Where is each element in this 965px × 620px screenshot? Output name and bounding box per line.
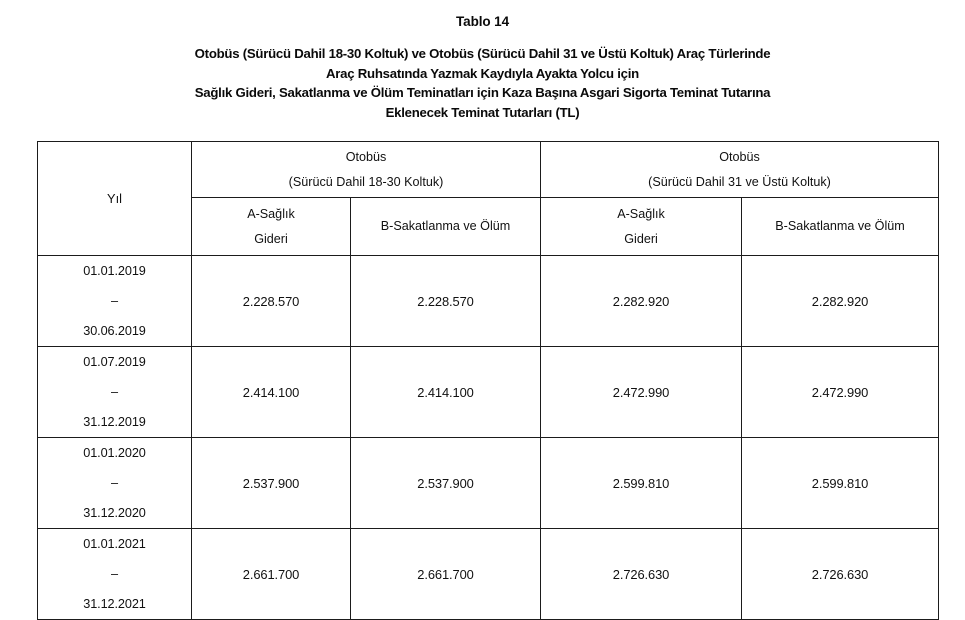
cell-period	[38, 529, 192, 620]
column-header-g1-disability-death	[351, 198, 541, 256]
cell-g2-disability-death: 2.472.990	[742, 347, 939, 438]
table-title-line-1: Otobüs (Sürücü Dahil 18-30 Koltuk) ve Otobüs (Sürücü Dahil 31 ve Üstü Koltuk) Araç Türlerinde	[194, 46, 771, 61]
cell-g2-disability-death: 2.726.630	[742, 529, 939, 620]
column-header-g1-health-line2: Gideri	[254, 231, 288, 246]
column-header-g2-health-line1: A-Sağlık	[617, 206, 665, 221]
cell-g2-disability-death: 2.599.810	[742, 438, 939, 529]
cell-g1-disability-death: 2.228.570	[351, 256, 541, 347]
period-dash: –	[111, 476, 118, 490]
table-body	[38, 256, 939, 620]
table-row	[38, 529, 939, 620]
cell-g1-disability-death: 2.414.100	[351, 347, 541, 438]
period-dash: –	[111, 294, 118, 308]
table-head	[38, 142, 939, 256]
period-dash: –	[111, 385, 118, 399]
group-header-bus-18-30	[192, 142, 541, 198]
column-header-year: Yıl	[38, 142, 192, 256]
column-header-g1-health	[192, 198, 351, 256]
table-group-header-row	[38, 142, 939, 198]
cell-g1-health: 2.414.100	[192, 347, 351, 438]
period-end: 31.12.2019	[83, 415, 146, 429]
column-header-g2-disability-death-line1: B-Sakatlanma ve Ölüm	[775, 219, 905, 233]
group-header-bus-18-30-line1: Otobüs	[345, 149, 387, 164]
insurance-amounts-table	[37, 141, 939, 620]
cell-g2-health: 2.472.990	[541, 347, 742, 438]
cell-g1-health: 2.228.570	[192, 256, 351, 347]
group-header-bus-31-plus-line2: (Sürücü Dahil 31 ve Üstü Koltuk)	[648, 174, 831, 189]
cell-period	[38, 438, 192, 529]
period-start: 01.01.2020	[83, 446, 146, 460]
cell-g2-health: 2.282.920	[541, 256, 742, 347]
group-header-bus-31-plus	[541, 142, 939, 198]
cell-g1-disability-death: 2.661.700	[351, 529, 541, 620]
group-header-bus-31-plus-line1: Otobüs	[719, 149, 760, 164]
column-header-g2-health	[541, 198, 742, 256]
cell-g2-health: 2.599.810	[541, 438, 742, 529]
column-header-g1-disability-death-line1: B-Sakatlanma ve Ölüm	[380, 219, 511, 233]
table-title-line-4: Eklenecek Teminat Tutarları (TL)	[385, 104, 580, 120]
cell-period	[38, 347, 192, 438]
table-title-block	[0, 44, 965, 122]
table-row	[38, 438, 939, 529]
cell-g1-health: 2.537.900	[192, 438, 351, 529]
cell-g1-disability-death: 2.537.900	[351, 438, 541, 529]
period-dash: –	[111, 567, 118, 581]
cell-g2-disability-death: 2.282.920	[742, 256, 939, 347]
column-header-g1-health-line1: A-Sağlık	[247, 206, 295, 221]
column-header-g2-health-line2: Gideri	[624, 231, 658, 246]
column-header-g2-disability-death	[742, 198, 939, 256]
insurance-amounts-table-wrapper	[37, 141, 938, 611]
period-start: 01.01.2019	[83, 264, 146, 278]
period-end: 31.12.2020	[83, 506, 146, 520]
period-start: 01.07.2019	[83, 355, 146, 369]
table-title-line-2: Araç Ruhsatında Yazmak Kaydıyla Ayakta Yolcu için	[326, 65, 639, 81]
table-number-caption: Tablo 14	[456, 14, 509, 29]
group-header-bus-18-30-line2: (Sürücü Dahil 18-30 Koltuk)	[288, 174, 444, 189]
cell-g1-health: 2.661.700	[192, 529, 351, 620]
table-row	[38, 347, 939, 438]
period-start: 01.01.2021	[83, 537, 146, 551]
table-row	[38, 256, 939, 347]
cell-period	[38, 256, 192, 347]
period-end: 31.12.2021	[83, 597, 146, 611]
table-title-line-3: Sağlık Gideri, Sakatlanma ve Ölüm Teminatları için Kaza Başına Asgari Sigorta Teminat Tutarına	[194, 85, 771, 100]
period-end: 30.06.2019	[83, 324, 146, 338]
cell-g2-health: 2.726.630	[541, 529, 742, 620]
